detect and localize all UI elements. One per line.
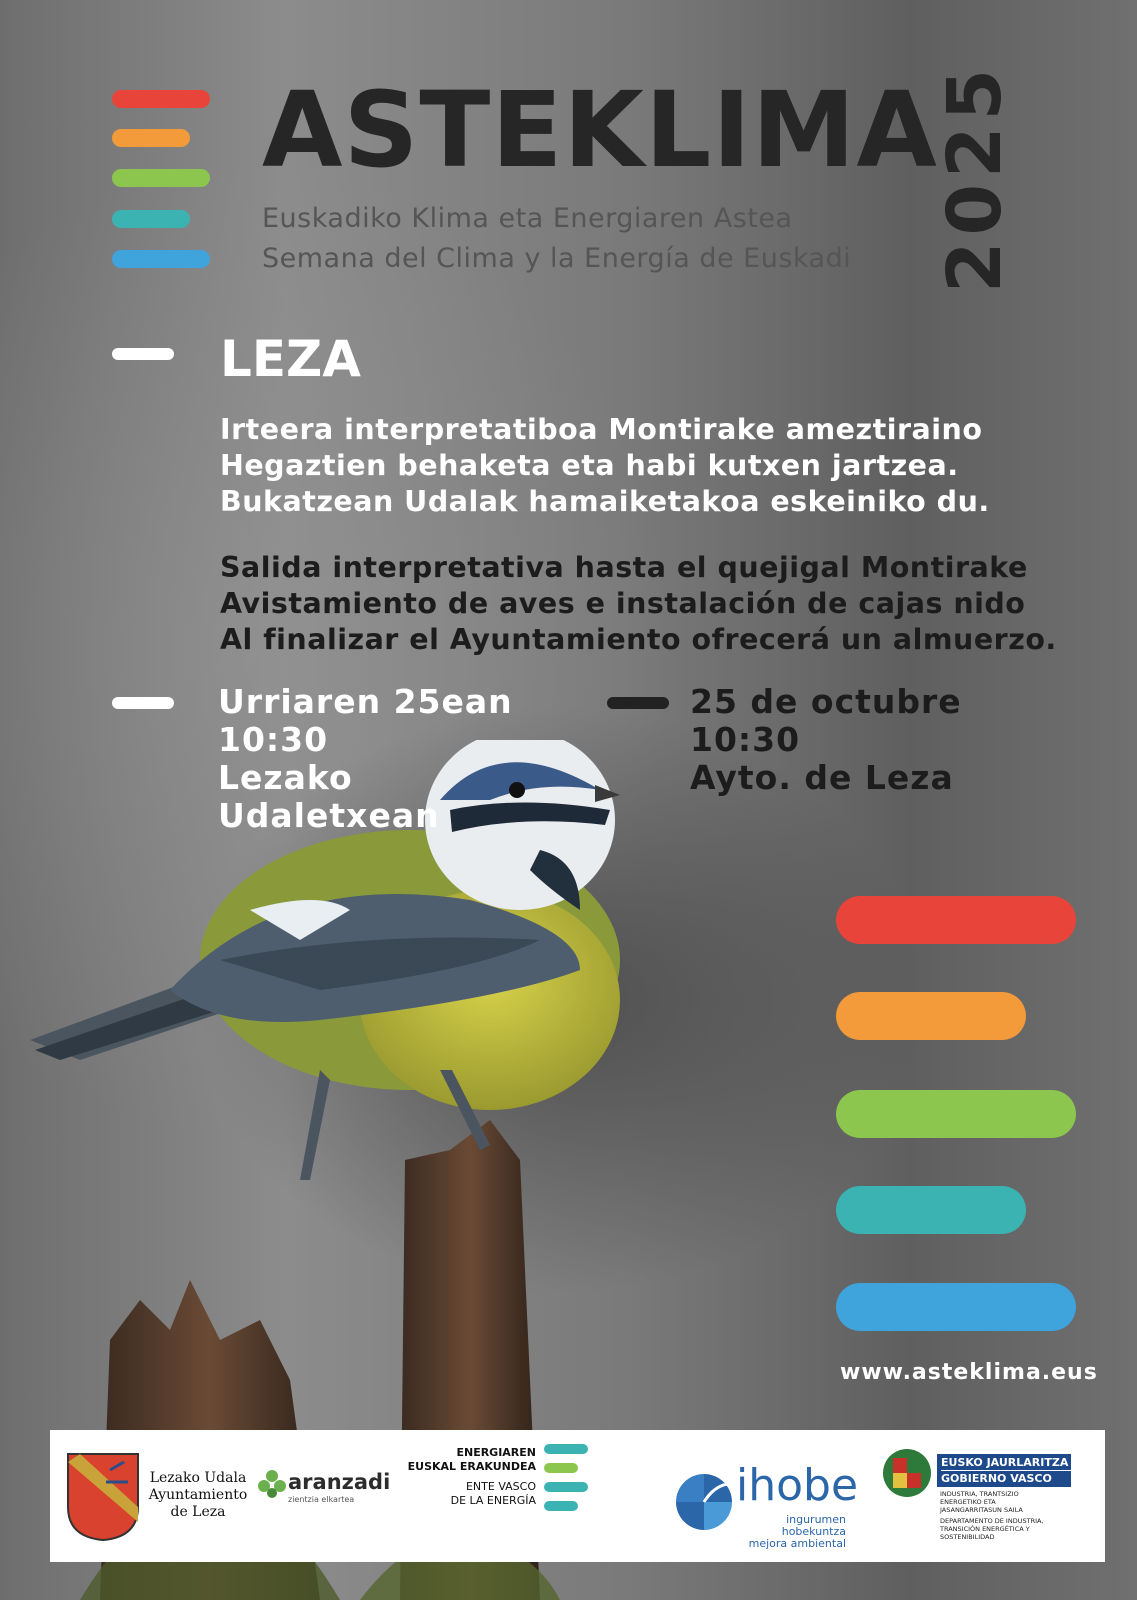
eve-logo-line: ENTE VASCO [465,1480,536,1493]
eve-logo-text [370,1446,536,1508]
aranzadi-tagline: zientzia elkartea [288,1495,355,1504]
department-line: INDUSTRIA, TRANTSIZIO [940,1490,1019,1498]
leza-logo-line: Ayuntamiento [148,1487,248,1503]
eve-logo-line: EUSKAL ERAKUNDEA [407,1460,536,1473]
ihobe-tagline-line: mejora ambiental [748,1537,846,1550]
color-bar-blue [112,250,210,268]
description-es-line: Salida interpretativa hasta el quejigal Montirake [220,551,1028,584]
location-title: LEZA [220,330,361,388]
big-bar-orange [836,992,1026,1040]
description-es-line: Avistamiento de aves e instalación de cajas nido [220,587,1026,620]
schedule-es-line: 10:30 [690,720,801,759]
year-label [932,63,1018,293]
department-line: DEPARTAMENTO DE INDUSTRIA, [940,1517,1044,1525]
poster-title: ASTEKLIMA [262,69,938,191]
ihobe-tagline-line: ingurumen hobekuntza [781,1513,846,1538]
ihobe-logo: ihobe [736,1460,859,1511]
eve-e-icon [544,1444,588,1512]
schedule-es-line: 25 de octubre [690,682,962,721]
aranzadi-logo: aranzadi [288,1470,391,1494]
schedule-es-line: Ayto. de Leza [690,758,954,797]
color-bar-green [112,169,210,187]
eve-logo-line: DE LA ENERGÍA [450,1494,536,1507]
schedule-eu-line: 10:30 [218,720,329,759]
color-bar-red [112,90,210,108]
department-line: TRANSICIÓN ENERGÉTICA Y [940,1525,1030,1533]
schedule-eu-line: Lezako [218,758,353,797]
schedule-eu-line: Udaletxean [218,796,440,835]
location-dash [112,348,174,360]
leza-logo-line: de Leza [170,1504,226,1520]
basque-government-banner [937,1454,1071,1487]
department-line: SOSTENIBILIDAD [940,1533,995,1541]
color-bar-orange [112,129,190,147]
eve-logo-line: ENERGIAREN [456,1446,536,1459]
schedule-eu-line: Urriaren 25ean [218,682,513,721]
basque-government-line: GOBIERNO VASCO [941,1470,1071,1486]
basque-government-shield-icon [879,1448,935,1498]
big-bar-red [836,896,1076,944]
leza-logo-line: Lezako Udala [149,1470,247,1486]
ihobe-tagline [736,1514,846,1550]
leza-coat-of-arms-icon [66,1452,140,1542]
aranzadi-leaf-icon [255,1466,289,1500]
big-bar-green [836,1090,1076,1138]
color-bar-teal [112,210,190,228]
description-eu-line: Irteera interpretatiboa Montirake ameztiraino [220,413,983,446]
department-line: ENERGETIKO ETA [940,1498,996,1506]
website-link[interactable]: www.asteklima.eus [840,1360,1098,1385]
description-es-line: Al finalizar el Ayuntamiento ofrecerá un almuerzo. [220,623,1057,656]
basque-government-department [940,1490,1044,1541]
big-bar-teal [836,1186,1026,1234]
description-eu-line: Hegaztien behaketa eta habi kutxen jartzea. [220,449,959,482]
subtitle-spanish: Semana del Clima y la Energía de Euskadi [262,243,852,274]
year-text: 2025 [932,63,1018,293]
basque-government-line: EUSKO JAURLARITZA [941,1456,1069,1469]
schedule-es-dash [607,697,669,709]
ihobe-logo-icon [674,1472,734,1534]
department-line: JASANGARRITASUN SAILA [940,1506,1023,1514]
big-bar-blue [836,1283,1076,1331]
leza-logo-text [143,1470,253,1521]
subtitle-basque: Euskadiko Klima eta Energiaren Astea [262,203,793,234]
description-eu-line: Bukatzean Udalak hamaiketakoa eskeiniko du. [220,485,990,518]
sponsor-footer [50,1430,1105,1562]
schedule-eu-dash [112,697,174,709]
